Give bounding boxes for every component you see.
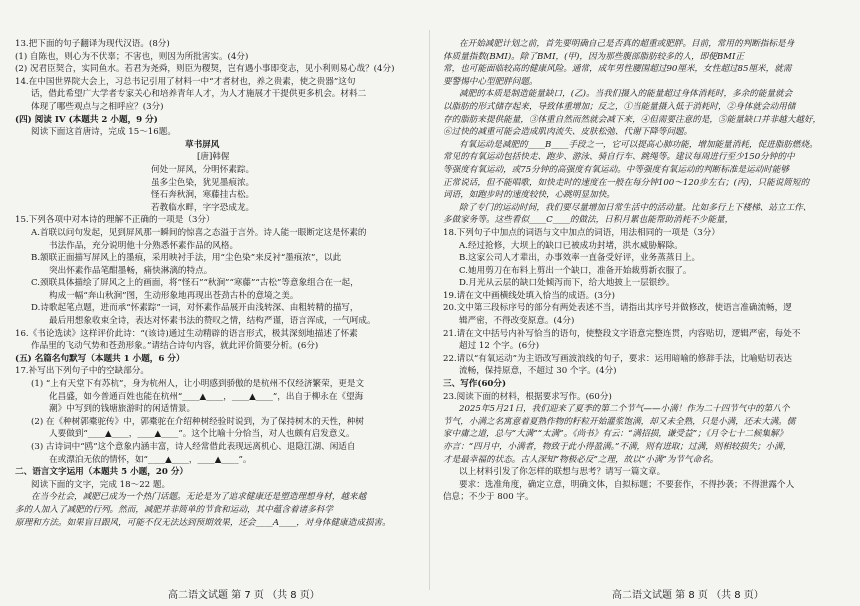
left-text-line: 书法作品，充分说明他十分熟悉怀素作品的风格。 [49,240,239,251]
right-text-line: 21.请在文中括号内补写恰当的语句，使整段文字语意完整连贯，内容贴切，逻辑严密，每处不 [443,328,801,339]
left-text-line: 体现了哪些观点与之相呼应？(3分) [31,101,164,112]
right-text-line: 流畅，保持原意，不超过 30 个字。(4分) [459,366,617,377]
left-text-line: (五) 名篇名句默写（本题共 1 小题，6 分） [15,353,185,364]
left-text-line: 13.把下面的句子翻译为现代汉语。(8分) [15,39,170,49]
right-text-line: 2025年5月21日，我们迎来了夏季的第二个节气——小满！作为二十四节气中的第八个 [459,404,790,415]
right-text-line: 超过 12 个字。(6分) [459,341,540,352]
right-text-line: 23.阅读下面的材料，根据要求写作。(60分) [443,391,612,402]
right-text-line: 减肥的本质是制造能量缺口，(乙)。当我们摄入的能量超过身体消耗时，多余的能量就会 [459,89,793,100]
page-divider [429,30,430,590]
page-7-column [15,38,415,529]
right-text-line: 存的脂肪来提供能量，③体重自然而然就会减下来，④但需要注意的是，⑤能量缺口并非越大越好， [443,114,822,125]
left-text-line: B.颔联正面描写屏风上的墨痕，采用映衬手法，用“尘色染”来反衬“墨痕浓”，以此 [31,253,342,264]
right-text-line: 18.下列句子中加点的词语与文中加点的词语，用法相同的一项是（3分） [443,227,720,238]
left-text-line: [唐]韩偓 [197,152,230,163]
page-8-footer: 高二语文试题 第 8 页 （共 8 页） [612,590,764,601]
left-text-line: 何处一屏风，分明怀素踪。 [151,164,255,175]
left-text-line: A.首联以问句发起，见到屏风那一瞬间的惊喜之态溢于言外。诗人能一眼断定这是怀素的 [31,227,367,238]
left-text-line: (四) 阅读 IV (本题共 2 小题，9 分) [15,114,158,125]
right-text-line: 22.请以“有氧运动”为主语改写画波浪线的句子，要求：运用暗喻的修辞手法，比喻贴切表达 [443,353,793,364]
left-text-line: 突出怀素作品笔酣墨畅，痛快淋漓的特点。 [49,265,213,276]
right-text-line: A.经过抢修，大坝上的缺口已被成功封堵，洪水威胁解除。 [459,240,683,251]
right-text-line: C.她用剪刀在布料上剪出一个缺口，准备开始裁剪新衣服了。 [459,265,692,276]
page-7-footer: 高二语文试题 第 7 页 （共 8 页） [168,590,320,601]
right-text-line: 20.文中第三段标序号的部分有两处表述不当，请指出其序号并做修改，使语言准确流畅，逻 [443,303,792,314]
left-text-line: 人要做到“____▲____，____▲____”。这个比喻十分恰当，对人也颇有启发意义。 [49,429,355,440]
left-text-line: 话，借此希望广大学者专家关心和培养青年人才，为人才施展才干提供更多机会。材料二 [31,89,367,100]
left-text-line: D.诗歌起笔点题，进而承“怀素踪”一词，对怀素作品展开由浅转深、由粗转精的描写， [31,303,359,314]
right-text-line: 体质量指数(BMI)。除了BMI，(甲)，因为那些腹部脂肪较多的人，即便BMI正 [443,51,744,62]
right-text-line: 以脂肪的形式储存起来，导致体重增加；反之，①当能量摄入低于消耗时，②身体就会动用储 [443,101,796,112]
right-text-line: ⑥过快的减重可能会造成肌肉流失、皮肤松弛、代谢下降等问题。 [443,127,693,138]
right-text-line: B.这家公司人才辈出，办事效率一直备受好评，业务蒸蒸日上。 [459,253,701,264]
left-text-line: 草书屏风 [185,139,220,150]
left-text-line: 阅读下面的文字，完成 18～22 题。 [31,479,171,490]
left-text-line: 14.在中国世界院大会上，习总书记引用了材料一中“才者材也，养之贵素，使之贵器”这句 [15,76,356,87]
left-text-line: (2) 况君臣契合，实同鱼水。若君为尧舜，则臣为稷契，岂有遇小事即变志，见小利则易心哉？(4分) [15,64,395,75]
right-text-line: 常，也可能面临较高的健康风险。通常，成年男性腰围超过90厘米，女性超过85厘米，就需 [443,64,792,75]
left-text-line: 多的人加入了减肥的行列。然而，减肥并非简单的节食和运动，其中蕴含着诸多科学 [15,504,333,515]
page-8-column [443,38,843,504]
right-text-line: 以上材料引发了你怎样的联想与思考？请写一篇文章。 [459,467,666,478]
right-text-line: 在开始减肥计划之前，首先要明确自己是否真的超重或肥胖。目前，常用的判断指标是身 [459,39,795,49]
left-text-line: 虽多尘色染，犹见墨痕浓。 [151,177,255,188]
left-text-line: 16.《书论选读》这样评价此诗：“(该诗)通过生动精辟的语言形式，极其深刻地描述了怀素 [15,328,358,339]
left-text-line: (1) “上有天堂下有苏杭”，身为杭州人，让小明感到骄傲的是杭州不仅经济繁荣，更是文 [31,379,365,390]
left-text-line: 若教临水畔，字字恐成龙。 [151,202,255,213]
left-text-line: (1) 自陈也，则心为不伏辜；不害也，则因为所批害实。(4分) [15,51,249,62]
left-text-line: 15.下列各项中对本诗的理解不正确的一项是（3分） [15,215,215,226]
right-text-line: 除了专门的运动时间，我们要尽量增加日常生活中的活动量。比如多行上下楼梯、站立工作、 [459,202,812,213]
left-text-line: 潮》中写到的钱塘旅游时的闲适情景。 [49,404,196,415]
left-text-line: 化昌盛，如今普通百姓也能在杭州“____▲____，____▲____”，出自于柳永在《望海 [49,391,364,402]
left-text-line: (3) 古诗词中“鸥”这个意象内涵丰富，诗人经常借此表现远离机心、退隐江湖、闲适自 [31,442,356,452]
left-text-line: 在当今社会，减肥已成为一个热门话题。无论是为了追求健康还是塑造理想身材，越来越 [31,492,367,503]
right-text-line: D.月光从云层的缺口处倾泻而下，给大地披上一层银纱。 [459,278,675,289]
right-text-line: 家中庸之道，总与“大满”“太满”。《尚书》有云：“满招损，谦受益”；《月令七十二候集解》 [443,429,788,440]
left-text-line: 构成一幅“奔山秋涧”图，生动形象地再现出苍劲古朴的意境之美。 [49,290,299,301]
left-text-line: 最后用想象收束全诗，表达对怀素书法的赞叹之情，结构严谨，语言浑成，一气呵成。 [49,316,376,327]
right-text-line: 要警惕中心型肥胖问题。 [443,76,538,87]
right-text-line: 节气，小满之名寓意着夏熟作物的籽粒开始灌浆饱满，却又未全熟，只是小满，还未大满。儒 [443,416,796,427]
right-text-line: 辑严密，不得改变原意。(4分) [459,316,575,327]
right-text-line: 19.请在文中画横线处填入恰当的成语。(3分) [443,290,615,301]
right-text-line: 有氧运动是减肥的____B____手段之一，它可以提高心肺功能，增加能量消耗，促进脂肪燃烧。 [459,139,818,150]
left-text-line: 17.补写出下列句子中的空缺部分。 [15,366,149,377]
left-text-line: 二、语言文字运用（本题共 5 小题，20 分） [15,467,189,478]
left-text-line: 在或漂泊无依的情怀，如“____▲____，____▲____”。 [49,454,252,465]
right-text-line: 等强度有氧运动，或75分钟的高强度有氧运动。中等强度有氧运动的判断标准是运动时能够 [443,164,790,175]
right-text-line: 要求：选准角度，确定立意，明确文体，自拟标题；不要套作，不得抄袭；不得泄露个人 [459,479,795,490]
right-text-line: 亦言：“四月中，小满者，物致于此小得盈满。”不满，则有进取；过满，则相较损失；小满， [443,442,792,452]
right-text-line: 正常说话，但不能唱歌，如快走时的速度在一般在每分钟100～120步左右；(丙)，只能说简短的 [443,177,810,188]
left-text-line: 阅读下面这首唐诗，完成 15～16题。 [31,127,176,138]
right-text-line: 词语，如跑步时的速度较快，心跳明显加快。 [443,190,615,201]
left-text-line: 作品里的飞动气势和苍劲形象。”请结合诗句内容，就此评价简要分析。(6分) [31,341,319,352]
left-text-line: (2) 在《种树郭橐驼传》中，郭橐驼在介绍种树经验时说到，为了保持树木的天性，种树 [31,416,364,427]
right-text-line: 常见的有氧运动包括快走、跑步、游泳、骑自行车、跳绳等。建议每周进行至少150分钟的中 [443,152,795,163]
right-text-line: 信息；不少于 800 字。 [443,492,534,503]
left-text-line: 原理和方法。如果盲目跟风，可能不仅无法达到预期效果，还会____A____，对身体健康造成损害。 [15,517,391,528]
left-text-line: 怪石奔秋涧，寒藤挂古松。 [151,190,255,201]
right-text-line: 三、写作(60分) [443,379,507,390]
right-text-line: 多做家务等。这些看似____C____的做法，日积月累也能帮助消耗不少能量， [443,215,734,226]
left-text-line: C.颈联具体描绘了屏风之上的画面，将“怪石”“秋涧”“寒藤”“古松”等意象组合在一起， [31,278,359,289]
right-text-line: 才是最幸福的状态。古人深知“物极必反”之理，故以“小满”为节气命名。 [443,454,719,465]
